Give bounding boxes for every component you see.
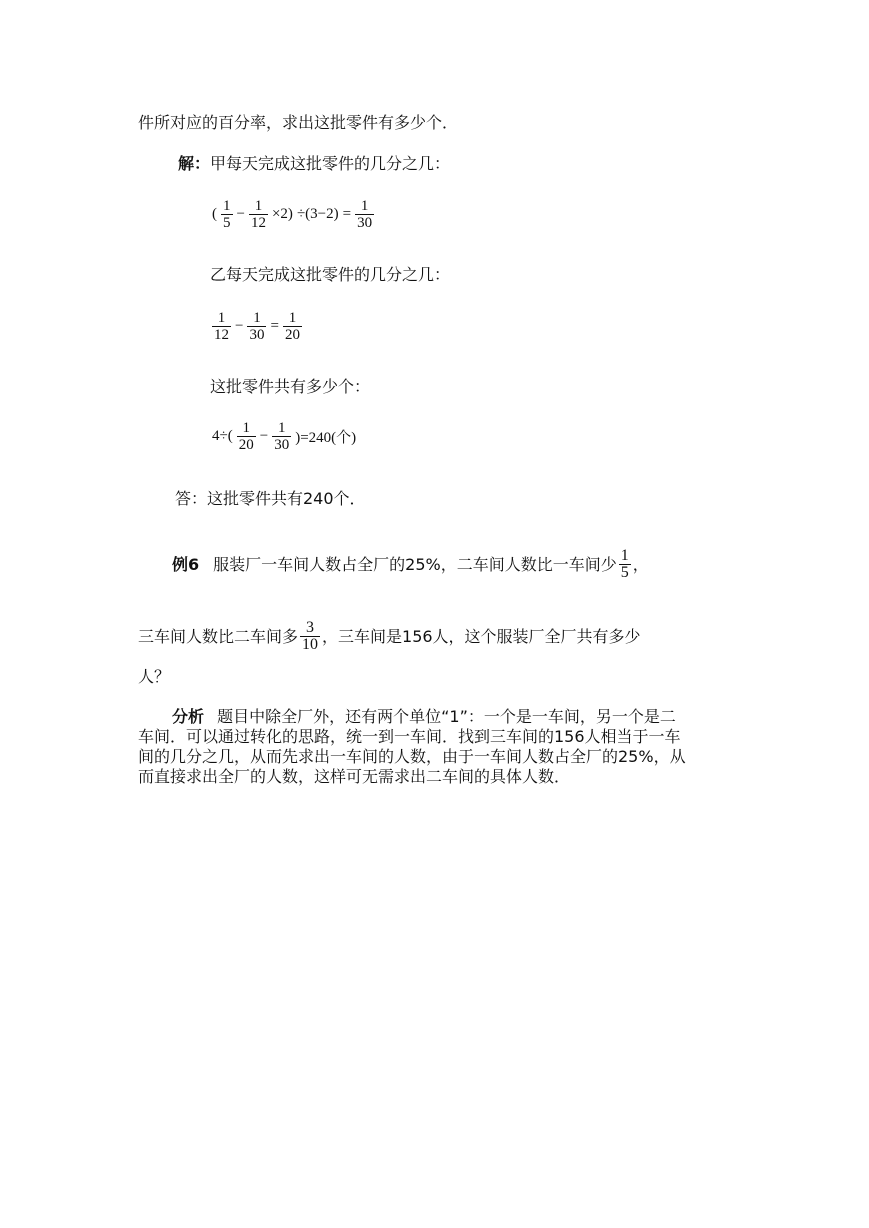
example6-line1-end: ， xyxy=(632,554,649,574)
example6-frac1 xyxy=(619,548,631,581)
analysis-line2: 车间．可以通过转化的思路，统一到一车间．找到三车间的156人相当于一车 xyxy=(138,727,681,746)
example6-line2b: ，三车间是156人，这个服装厂全厂共有多少 xyxy=(322,626,641,646)
eq3-tail: )=240(个) xyxy=(295,430,357,446)
example6-line1-text: 服装厂一车间人数占全厂的25%，二车间人数比一车间少 xyxy=(213,554,617,574)
step1-text: 甲每天完成这批零件的几分之几： xyxy=(210,154,451,173)
eq3-a-den: 20 xyxy=(238,437,254,453)
eq2-frac-b xyxy=(247,310,266,343)
analysis-line1-text: 题目中除全厂外，还有两个单位“1”：一个是一车间，另一个是二 xyxy=(217,707,676,726)
eq2-a-num: 1 xyxy=(217,310,226,326)
eq1-r-num: 1 xyxy=(360,198,369,214)
eq1-minus: − xyxy=(236,206,245,222)
eq2-a-den: 12 xyxy=(214,327,229,343)
eq2-r-den: 20 xyxy=(284,327,300,343)
step2-text: 乙每天完成这批零件的几分之几： xyxy=(210,265,451,284)
ex6-frac1-den: 5 xyxy=(620,564,629,581)
eq1-a-num: 1 xyxy=(223,198,231,214)
eq3-b-num: 1 xyxy=(277,420,286,436)
eq1-a-den: 5 xyxy=(223,215,231,231)
eq1-frac-result xyxy=(355,198,374,231)
equation-1 xyxy=(210,198,376,231)
eq1-div-part: ÷(3−2) xyxy=(296,206,339,222)
solution-step1 xyxy=(178,153,450,175)
eq2-b-num: 1 xyxy=(253,310,261,326)
eq3-b-den: 30 xyxy=(274,437,290,453)
equation-3 xyxy=(210,420,358,453)
eq3-frac-a xyxy=(237,420,256,453)
solution-label: 解： xyxy=(178,154,211,173)
eq2-frac-result xyxy=(283,310,302,343)
eq1-r-den: 30 xyxy=(357,215,373,231)
analysis-label: 分析 xyxy=(172,707,205,726)
eq1-equals: = xyxy=(342,206,352,222)
step3-text: 这批零件共有多少个： xyxy=(210,377,371,396)
intro-text: 件所对应的百分率，求出这批零件有多少个． xyxy=(138,113,459,132)
example6-frac2 xyxy=(300,620,320,653)
ex6-frac2-den: 10 xyxy=(302,636,319,653)
eq2-frac-a xyxy=(212,310,231,343)
ex6-frac2-num: 3 xyxy=(306,619,315,636)
eq3-frac-b xyxy=(272,420,291,453)
eq1-frac-b xyxy=(249,198,268,231)
eq1-open: ( xyxy=(212,206,217,222)
eq1-b-num: 1 xyxy=(254,198,263,214)
eq2-equals: = xyxy=(270,318,279,334)
equation-2 xyxy=(210,310,304,343)
analysis-line4: 而直接求出全厂的人数，这样可无需求出二车间的具体人数． xyxy=(138,767,571,786)
example6-line2 xyxy=(138,620,641,653)
eq1-b-den: 12 xyxy=(250,215,266,231)
eq2-b-den: 30 xyxy=(249,327,265,343)
example6-line3: 人？ xyxy=(138,667,171,686)
eq3-minus: − xyxy=(259,428,269,444)
example6-line1 xyxy=(172,548,649,581)
analysis-line1 xyxy=(172,707,752,727)
eq2-minus: − xyxy=(235,318,244,334)
eq1-times-two: ×2) xyxy=(271,206,293,222)
answer-text: 答：这批零件共有240个． xyxy=(175,489,366,508)
eq2-r-num: 1 xyxy=(288,310,297,326)
eq3-a-num: 1 xyxy=(242,420,250,436)
example6-line2a: 三车间人数比二车间多 xyxy=(138,626,299,646)
eq3-lead: 4÷( xyxy=(212,428,233,444)
ex6-frac1-num: 1 xyxy=(620,547,629,564)
example6-label: 例6 xyxy=(172,554,200,574)
eq1-frac-a xyxy=(221,198,233,231)
analysis-line3: 间的几分之几，从而先求出一车间的人数，由于一车间人数占全厂的25%，从 xyxy=(138,747,686,766)
